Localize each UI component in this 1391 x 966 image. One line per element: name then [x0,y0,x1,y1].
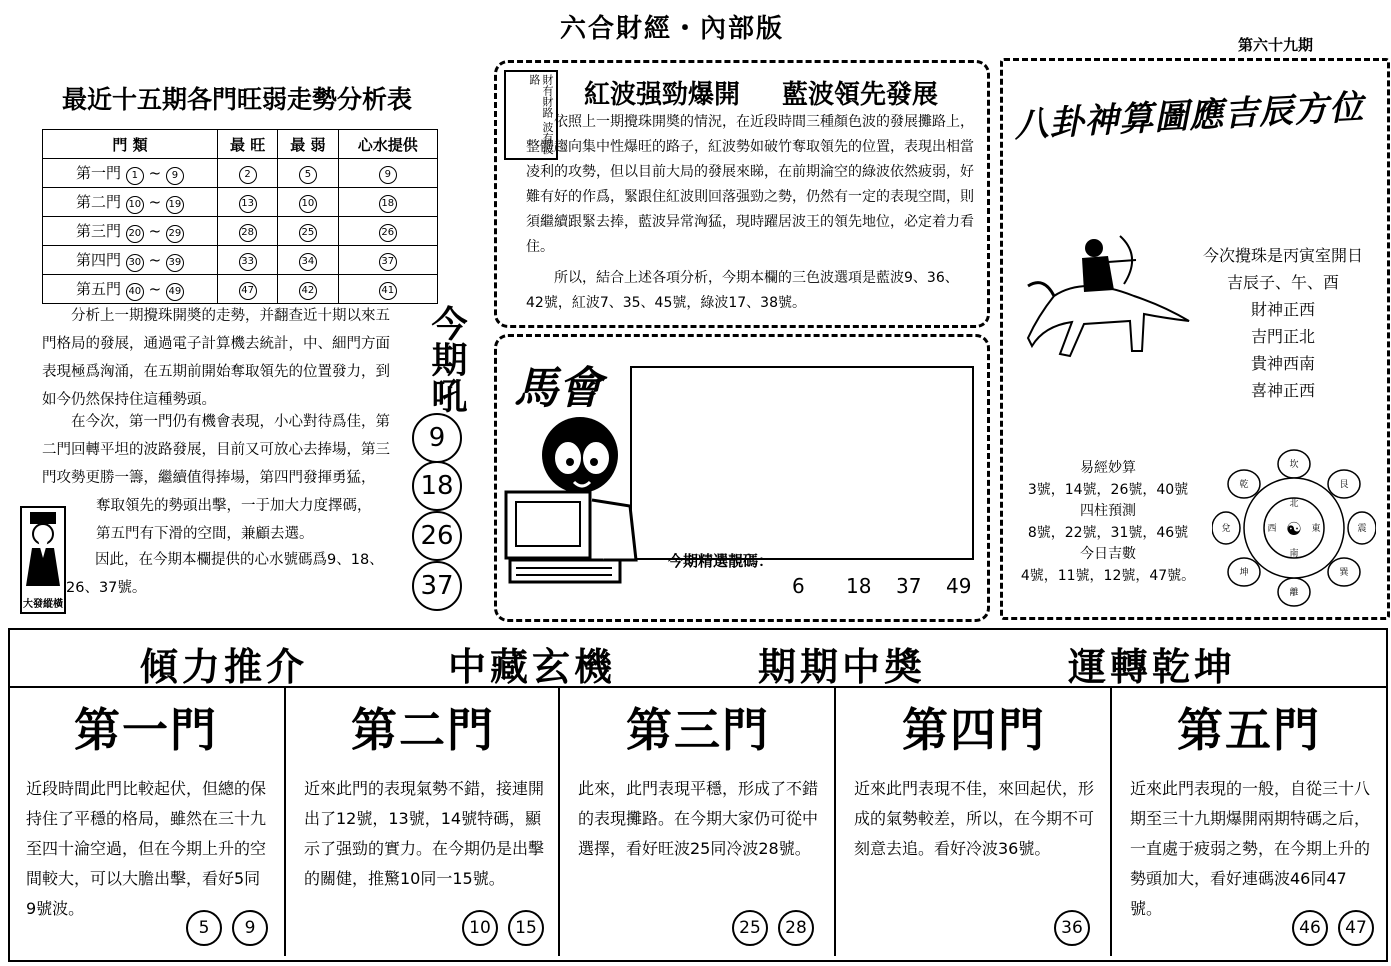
row-range: 第五門 40 ~ 49 [43,275,218,304]
door-numbers [1044,910,1090,946]
row-max: 47 [217,275,277,304]
shout-number: 18 [412,461,462,511]
shout-number: 9 [412,413,462,463]
masthead-title: 六合財經・內部版 [560,14,785,44]
wave-stamp: 財有財路 波有波路 [504,70,558,160]
door-title: 第四門 [902,703,1046,757]
bagua-outer-label: 艮 [1339,480,1349,490]
info-line: 財神正西 [1250,300,1315,319]
stamp-label: 大發縱橫 [23,599,63,610]
bagua-diagram-icon [1212,448,1376,608]
door-column-3 [558,688,836,956]
horseman-archer-icon [1024,226,1196,376]
door-text: 近來此門表現的一般，自從三十八期至三十九期爆開兩期特碼之后，一直處于疲弱之勢，在今期上升的勢頭加大，看好連碼波46同47號。 [1130,779,1371,918]
door-text: 此來，此門表現平穩，形成了不錯的表現攤路。在今期大家仍可從中選擇，看好旺波25同冷波28號。 [578,779,819,858]
door-text: 近來此門的表現氣勢不錯，接連開出了12號，13號，14號特碼，顯示了强勁的實力。在今期仍是出擊的關健，推驚10同一15號。 [304,779,545,888]
door-title: 第三門 [626,703,770,757]
door-title: 第一門 [74,703,218,757]
row-range: 第一門 1 ~ 9 [43,159,218,188]
yijing-title: 易經妙算 [1080,460,1136,476]
door-number: 5 [186,910,222,946]
row-range: 第三門 20 ~ 29 [43,217,218,246]
yijing-numbers: 3號，14號，26號，40號 [1027,481,1189,498]
trend-table [42,129,438,304]
shout-title: 今期吼 [426,305,467,413]
lucky-numbers [1012,458,1204,587]
analysis-paragraph-3: 因此，在今期本欄提供的心水號碼爲9、18、26、37號。 [66,552,384,596]
row-min: 42 [278,275,338,304]
table-row [43,246,438,275]
shout-number: 26 [412,511,462,561]
door-number: 9 [232,910,268,946]
bagua-outer-label: 坎 [1289,460,1299,470]
header-strongest: 最 旺 [217,130,277,159]
row-tip: 18 [338,188,437,217]
slogan-3: 期期中奬 [758,645,927,689]
door-number: 28 [778,910,814,946]
bagua-outer-label: 乾 [1239,480,1249,490]
row-max: 2 [217,159,277,188]
table-row [43,217,438,246]
bagua-outer-label: 離 [1289,588,1299,598]
header-tip: 心水提供 [338,130,437,159]
auspicious-info [1194,242,1372,404]
row-range: 第二門 10 ~ 19 [43,188,218,217]
bagua-outer-label: 兌 [1221,524,1231,534]
door-numbers [176,910,268,946]
analysis-paragraph-2: 在今次，第一門仍有機會表現，小心對待爲佳，第二門回轉平坦的波路發展，目前又可放心去捧場，第三門攻勢更勝一籌，繼續值得捧場，第四門發揮勇猛， [42,414,390,486]
blank-notice-panel [630,366,974,560]
bagua-outer-label: 震 [1357,524,1367,534]
bagua-inner-label: 西 [1267,524,1277,534]
row-max: 13 [217,188,277,217]
issue-number: 第六十九期 [1238,36,1314,54]
analysis-paragraph-1: 分析上一期攪珠開奬的走勢，并翻查近十期以來五門格局的發展，通過電子計算機去統計，中、細門方面表現極爲洶涌，在五期前開始奪取領先的位置發力，到如今仍然保持住這種勢頭。 [42,308,390,408]
headline-blue-wave: 藍波領先發展 [782,80,939,110]
fortune-god-stamp [20,506,66,614]
bagua-inner-label: 北 [1289,499,1299,509]
door-column-4 [834,688,1112,956]
info-line: 喜神正西 [1250,381,1315,400]
door-number: 25 [732,910,768,946]
wave-analysis-paragraph: 依照上一期攪珠開奬的情況，在近段時間三種顏色波的發展攤路上，整體趨向集中性爆旺的路子，紅波勢如破竹奪取領先的位置，表現出相當凌利的攻勢，但以目前大局的發展來睇，在前期淪空的綠波依然疲弱，好難有好的作爲，緊跟住紅波則回落强勁之勢，仍然有一定的表現空間，則須繼續跟緊去捧，藍波异常洶猛，現時躍居波王的領先地位，必定着力看住。 [526,114,974,255]
headline-red-wave: 紅波强勁爆開 [584,80,741,110]
info-line: 吉門正北 [1250,327,1315,346]
door-numbers [722,910,814,946]
row-min: 10 [278,188,338,217]
door-column-1 [8,688,284,956]
table-row [43,159,438,188]
slogan-2: 中藏玄機 [448,645,617,689]
slogan-4: 運轉乾坤 [1068,645,1237,689]
sizhu-title: 四柱預測 [1080,503,1136,519]
yin-yang-icon: ☯ [1285,519,1303,540]
header-weakest: 最 弱 [278,130,338,159]
bagua-outer-label: 巽 [1339,568,1349,578]
wave-selection-paragraph: 所以，結合上述各項分析，今期本欄的三色波選項是藍波9、36、42號，紅波7、35、45號，綠波17、38號。 [526,270,959,311]
jishu-title: 今日吉數 [1080,546,1136,562]
door-title: 第二門 [351,703,495,757]
door-numbers [452,910,544,946]
slogan-1: 傾力推介 [140,645,309,689]
row-min: 5 [278,159,338,188]
bagua-outer-label: 坤 [1239,568,1249,578]
analysis-paragraph-2c: 第五門有下滑的空間，兼顧去選。 [96,526,314,542]
door-text: 近段時間此門比較起伏，但總的保持住了平穩的格局，雖然在三十九至四十淪空過，但在今期上升的空間較大，可以大膽出擊，看好5同9號波。 [26,779,267,918]
door-numbers [1282,910,1374,946]
analysis-paragraph-2b: 奪取領先的勢頭出擊，一于加大力度擇碼， [96,498,372,514]
row-range: 第四門 30 ~ 39 [43,246,218,275]
info-line: 今次攪珠是丙寅室開日 [1202,246,1363,265]
trend-table-header [43,130,438,159]
row-tip: 37 [338,246,437,275]
bagua-inner-label: 東 [1311,524,1321,534]
pick-number: 37 [896,574,922,598]
door-number: 15 [508,910,544,946]
door-title: 第五門 [1177,703,1321,757]
jishu-numbers: 4號，11號，12號，47號。 [1020,567,1196,584]
door-number: 46 [1292,910,1328,946]
door-text: 近來此門表現不佳，來回起伏，形成的氣勢較差，所以，在今期不可刻意去追。看好冷波36號。 [854,779,1095,858]
table-row [43,275,438,304]
row-min: 34 [278,246,338,275]
picks-label: 今期精選靚碼： [668,552,774,570]
fortune-god-icon [22,508,64,588]
door-number: 36 [1054,910,1090,946]
row-tip: 26 [338,217,437,246]
bagua-title: 八卦神算圖應吉辰方位 [1013,87,1366,146]
row-max: 28 [217,217,277,246]
door-number: 10 [462,910,498,946]
row-tip: 41 [338,275,437,304]
info-line: 吉辰子、午、酉 [1226,273,1339,292]
door-number: 47 [1338,910,1374,946]
header-category: 門 類 [43,130,218,159]
table-row [43,188,438,217]
shout-number: 37 [412,561,462,611]
pick-number: 18 [846,574,872,598]
mascot-computer-icon [500,410,650,590]
pick-number: 6 [792,574,805,598]
door-column-2 [284,688,560,956]
row-max: 33 [217,246,277,275]
sizhu-numbers: 8號，22號，31號，46號 [1027,524,1189,541]
pick-number: 49 [946,574,972,598]
door-column-5 [1110,688,1386,956]
row-tip: 9 [338,159,437,188]
row-min: 25 [278,217,338,246]
promo-title: 馬會 [514,363,602,414]
info-line: 貴神西南 [1250,354,1315,373]
bagua-inner-label: 南 [1289,549,1299,559]
trend-table-title: 最近十五期各門旺弱走勢分析表 [62,85,413,114]
